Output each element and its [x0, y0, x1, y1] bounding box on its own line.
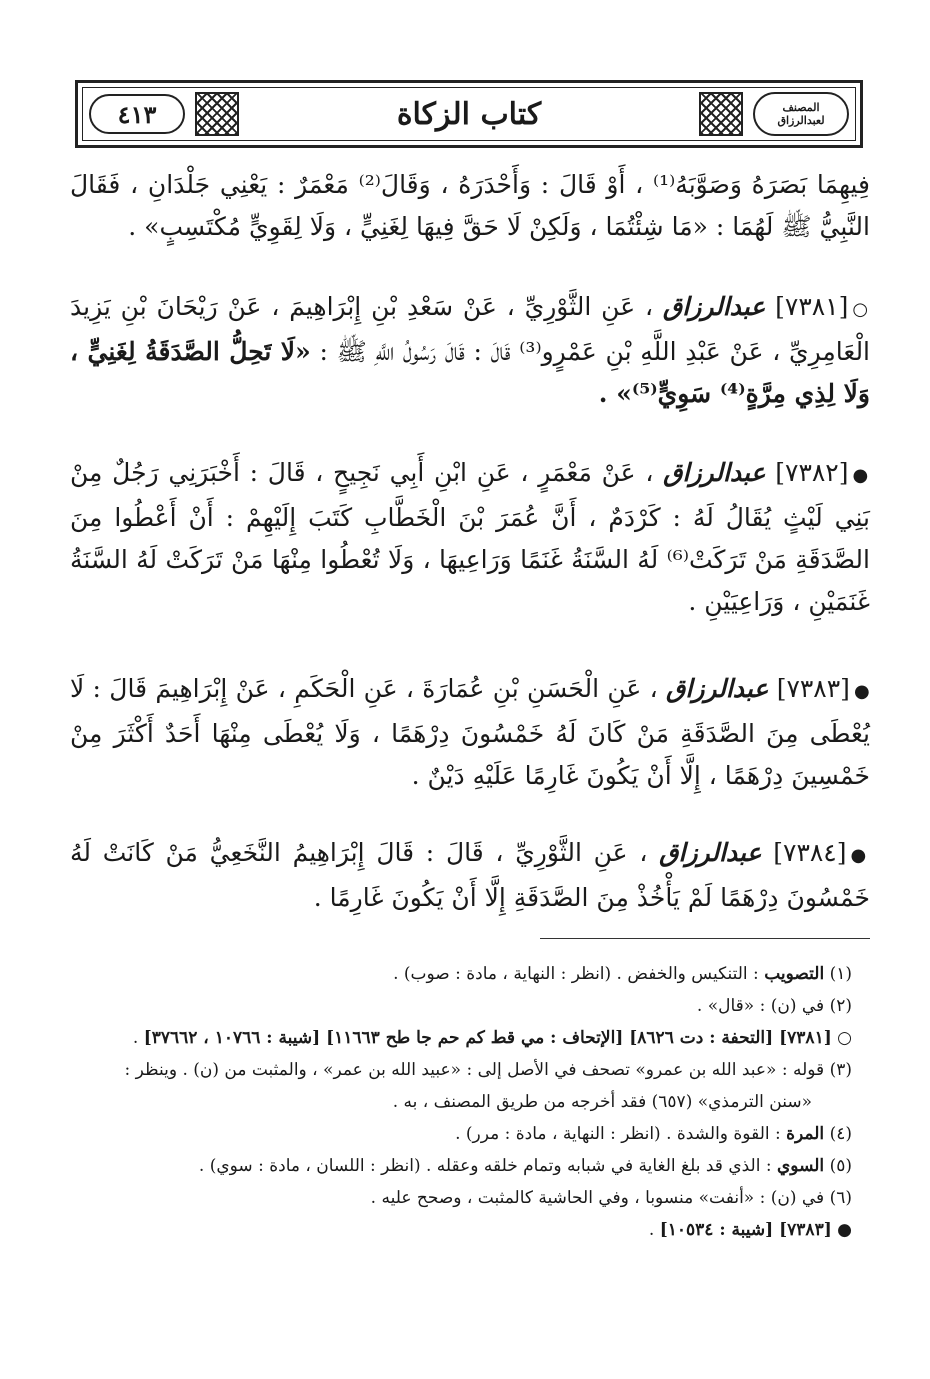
footnote-text: في (ن) : «أنفت» منسوبا ، وفي الحاشية كالمثبت ، وصحح عليه .	[370, 1188, 825, 1208]
paragraph-text: ، عَنِ الثَّوْرِيِّ ، قَالَ : قَالَ إِبْرَاهِيمُ النَّخَعِيُّ مَنْ كَانَتْ لَهُ خَمْسُونَ دِرْهَمًا لَمْ يَأْخُذْ مِنَ الصَّدَقَةِ إِلَّا أَنْ يَكُونَ غَارِمًا .	[70, 838, 870, 912]
footnote-id: ●	[837, 1220, 852, 1240]
footnote-text: : الذي قد بلغ الغاية في شبابه وتمام خلقه وعقله . (انظر : اللسان ، مادة : سوي) .	[198, 1156, 772, 1176]
logo-line-2: لعبدالرزاق	[777, 114, 825, 127]
hadith-7384	[70, 832, 870, 919]
narrator-name: عبدالرزاق	[662, 292, 766, 321]
footnote-text: .	[132, 1028, 139, 1048]
paragraph-text: ، عَنِ الْحَسَنِ بْنِ عُمَارَةَ ، عَنِ الْحَكَمِ ، عَنْ إِبْرَاهِيمَ قَالَ : لَا يُعْطَى مِنَ الصَّدَقَةِ مَنْ كَانَ لَهُ خَمْسُونَ دِرْهَمًا ، وَلَا يُعْطَى مِنْهَا أَحَدٌ أَكْثَرَ مِنْ خَمْسِينَ دِرْهَمًا ، إِلَّا أَنْ يَكُونَ غَارِمًا عَلَيْهِ دَيْنٌ .	[70, 674, 870, 790]
paragraph-text: ، عَنْ مَعْمَرٍ ، عَنِ ابْنِ أَبِي نَجِيحٍ ، قَالَ : أَخْبَرَنِي رَجُلٌ مِنْ بَنِي لَيْثٍ يُقَالُ لَهُ : كَرْدَمٌ ، أَنَّ عُمَرَ بْنَ الْخَطَّابِ كَتَبَ إِلَيْهِمْ : أَنْ أَعْطُوا مِنَ الصَّدَقَةِ مَنْ تَرَكَتْ⁽⁶⁾ لَهُ السَّنَةُ غَنَمًا وَرَاعِيهَا ، وَلَا تُعْطُوا مِنْهَا مَنْ تَرَكَتْ لَهُ السَّنَةُ غَنَمَيْنِ ، وَرَاعِيَيْنِ .	[70, 458, 870, 616]
entry-marker: ●	[852, 465, 870, 486]
entry-number: [٧٣٨٢]	[775, 458, 849, 487]
hadith-7381	[70, 286, 870, 415]
entry-marker: ○	[852, 299, 870, 320]
page-title: كتاب الزكاة	[396, 96, 542, 132]
footnote-text: : القوة والشدة . (انظر : النهاية ، مادة : مرر) .	[455, 1124, 781, 1144]
page-number: ٤١٣	[89, 94, 185, 134]
entry-number: [٧٣٨١]	[775, 292, 849, 321]
footnote-id: (١)	[829, 964, 852, 984]
entry-marker: ●	[853, 681, 870, 702]
hadith-quote: «لَا تَحِلُّ الصَّدَقَةُ لِغَنِيٍّ ، وَلَا لِذِي مِرَّةٍ⁽⁴⁾ سَوِيٍّ⁽⁵⁾» .	[70, 337, 870, 408]
footnote-term: السوي	[777, 1156, 825, 1176]
footnote-id: (٦)	[829, 1188, 852, 1208]
footnote-term: التصويب	[764, 964, 825, 984]
narrator-name: عبدالرزاق	[663, 458, 766, 487]
footnote-text: .	[648, 1220, 655, 1240]
footnote-7383	[70, 1214, 870, 1246]
entry-marker: ●	[850, 845, 870, 866]
entry-number: [٧٣٨٤]	[773, 838, 847, 867]
footnote-id: ○	[837, 1028, 852, 1048]
footnote-6	[70, 1182, 870, 1214]
page-header	[75, 80, 863, 148]
footnote-7381	[70, 1022, 870, 1054]
footnote-text: في (ن) : «قال» .	[696, 996, 825, 1016]
hadith-7383	[70, 668, 870, 797]
logo-line-1: المصنف	[782, 100, 820, 114]
footnote-4	[70, 1118, 870, 1150]
footnote-text: : التنكيس والخفض . (انظر : النهاية ، مادة : صوب) .	[393, 964, 759, 984]
ornament-right-icon	[699, 92, 743, 136]
footnotes	[70, 958, 870, 1246]
footnote-term: [٧٣٨١] [التحفة : دت ٨٦٢٦] [الإتحاف : مي قط كم حم جا طح ١١٦٦٣] [شيبة : ١٠٧٦٦ ، ٣٧٦٦٢]	[143, 1028, 832, 1048]
hadith-7382	[70, 452, 870, 623]
footnote-separator	[540, 938, 870, 939]
footnote-2	[70, 990, 870, 1022]
paragraph-text: ، عَنِ الثَّوْرِيِّ ، عَنْ سَعْدِ بْنِ إِبْرَاهِيمَ ، عَنْ رَيْحَانَ بْنِ يَزِيدَ الْعَامِرِيِّ ، عَنْ عَبْدِ اللَّهِ بْنِ عَمْرٍو⁽³⁾ قَالَ : قَالَ رَسُولُ اللَّهِ ﷺ :	[70, 292, 871, 366]
footnote-term: المرة	[786, 1124, 825, 1144]
footnote-1	[70, 958, 870, 990]
entry-number: [٧٣٨٣]	[776, 674, 850, 703]
footnote-id: (٣)	[829, 1060, 852, 1080]
footnote-3	[70, 1054, 870, 1086]
paragraph-continuation	[70, 164, 870, 248]
paragraph-text: فِيهِمَا بَصَرَهُ وَصَوَّبَهُ⁽¹⁾ ، أَوْ قَالَ : وَأَحْدَرَهُ ، وَقَالَ⁽²⁾ مَعْمَرٌ : يَعْنِي جَلْدَانِ ، فَقَالَ النَّبِيُّ ﷺ لَهُمَا : «مَا شِئْتُمَا ، وَلَكِنْ لَا حَقَّ فِيهَا لِغَنِيٍّ ، وَلَا لِقَوِيٍّ مُكْتَسِبٍ» .	[70, 170, 870, 241]
footnote-text: قوله : «عبد الله بن عمرو» تصحف في الأصل إلى : «عبيد الله بن عمر» ، والمثبت من (ن) . وينظر :	[124, 1060, 825, 1080]
footnote-text: «سنن الترمذي» (٦٥٧) فقد أخرجه من طريق المصنف ، به .	[392, 1092, 812, 1112]
ornament-left-icon	[195, 92, 239, 136]
footnote-id: (٥)	[829, 1156, 852, 1176]
narrator-name: عبدالرزاق	[666, 674, 769, 703]
footnote-term: [٧٣٨٣] [شيبة : ١٠٥٣٤]	[659, 1220, 832, 1240]
footnote-id: (٢)	[829, 996, 852, 1016]
narrator-name: عبدالرزاق	[659, 838, 762, 867]
footnote-id: (٤)	[829, 1124, 852, 1144]
footnote-5	[70, 1150, 870, 1182]
footnote-3-continued	[70, 1086, 870, 1118]
book-logo	[753, 92, 849, 136]
